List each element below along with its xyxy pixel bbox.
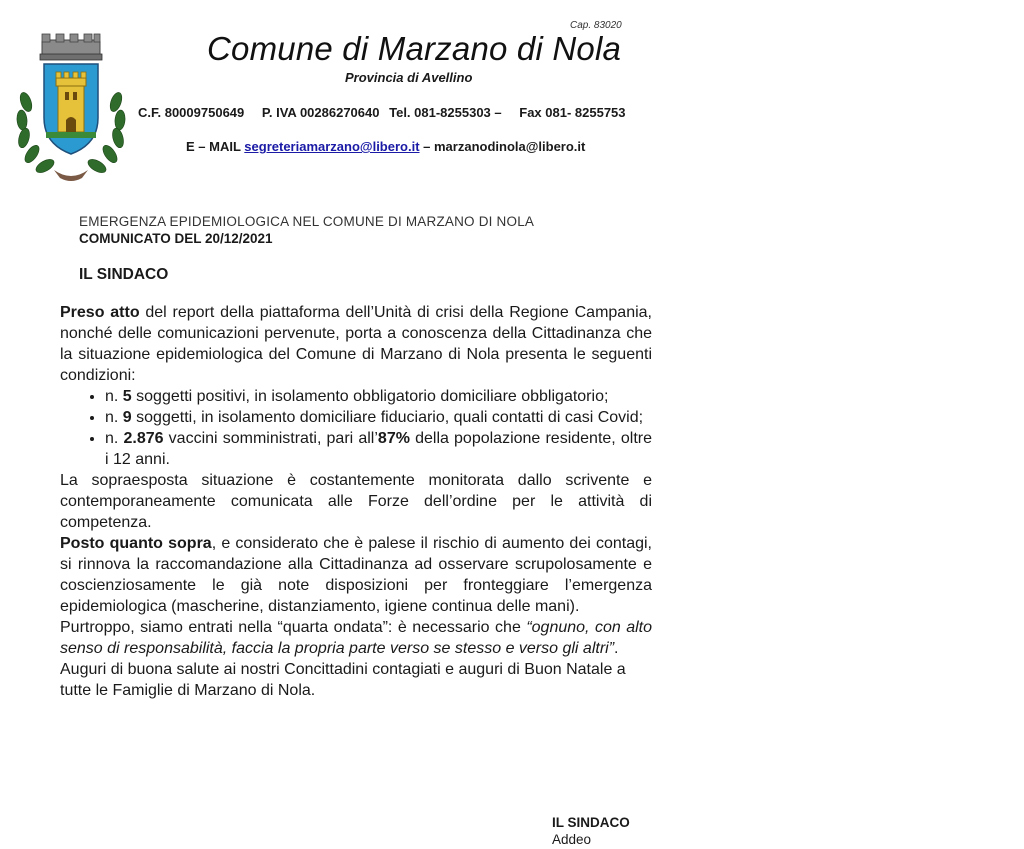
province-label: Provincia di Avellino (345, 70, 473, 85)
vaccine-count: 2.876 (123, 430, 164, 447)
list-item: • n. 9 soggetti, in isolamento domiciliare fiduciario, quali contatti di casi Covid; (105, 407, 652, 428)
subject-line: EMERGENZA EPIDEMIOLOGICA NEL COMUNE DI MARZANO DI NOLA (79, 214, 535, 229)
postal-code: Cap. 83020 (570, 20, 622, 31)
paragraph-intro (60, 302, 652, 386)
email-link-segreteria[interactable]: segreteriamarzano@libero.it (244, 139, 420, 154)
intro-bold: Preso atto (60, 304, 140, 321)
municipality-title: Comune di Marzano di Nola (207, 30, 622, 67)
list-item: • n. 5 soggetti positivi, in isolamento obbligatorio domiciliare obbligatorio; (105, 386, 652, 407)
communique-date: COMUNICATO DEL 20/12/2021 (79, 231, 273, 246)
positive-count: 5 (122, 388, 132, 405)
paragraph-fourth-wave: Purtroppo, siamo entrati nella “quarta ondata”: è necessario che “ognuno, con alto senso di responsabilità, faccia la propria parte verso se stesso e verso gli altri”. (60, 619, 652, 657)
email-separator: – (419, 139, 434, 154)
recommendation-bold: Posto quanto sopra (60, 535, 212, 552)
telephone: Tel. 081-8255303 – (389, 105, 502, 120)
signature-name: Addeo (552, 832, 592, 847)
email-line (186, 139, 585, 154)
contact-line (138, 105, 626, 120)
email-label: E – MAIL (186, 139, 241, 154)
municipal-crest-icon (12, 32, 130, 182)
signature-title: IL SINDACO (552, 815, 630, 830)
document-body (60, 302, 652, 701)
paragraph-greetings: Auguri di buona salute ai nostri Concittadini contagiati e auguri di Buon Natale a tutte le Famiglie di Marzano di Nola. (60, 661, 626, 699)
vaccine-percent: 87% (377, 430, 410, 447)
paragraph-recommendation: Posto quanto sopra, e considerato che è palese il rischio di aumento dei contagi, si rinnova la raccomandazione alla Cittadinanza ad osservare scrupolosamente e coscienziosamente le già note disposizioni per fronteggiare l’emergenza epidemiologica (mascherine, distanziamento, igiene continua delle mani). (60, 535, 652, 615)
email-secondary: marzanodinola@libero.it (434, 139, 586, 154)
list-item: • n. 2.876 vaccini somministrati, pari all’87% della popolazione residente, oltre i 12 anni. (105, 428, 652, 470)
mayor-heading: IL SINDACO (79, 266, 169, 283)
fax: Fax 081- 8255753 (519, 105, 626, 120)
paragraph-monitoring: La sopraesposta situazione è costantemente monitorata dallo scrivente e contemporaneamente comunicata alle Forze dell’ordine per le attività di competenza. (60, 472, 652, 531)
conditions-list (60, 386, 652, 470)
isolation-count: 9 (122, 409, 132, 426)
vat-number: P. IVA 00286270640 (261, 105, 380, 120)
tax-code: C.F. 80009750649 (138, 105, 245, 120)
responsibility-quote: “ognuno, con alto senso di responsabilità, faccia la propria parte verso se stesso e verso gli altri” (60, 619, 652, 657)
intro-text: del report della piattaforma dell’Unità di crisi della Regione Campania, nonché delle comunicazioni pervenute, porta a conoscenza della Cittadinanza che la situazione epidemiologica del Comune di Marzano di Nola presenta le seguenti condizioni: (60, 304, 652, 384)
